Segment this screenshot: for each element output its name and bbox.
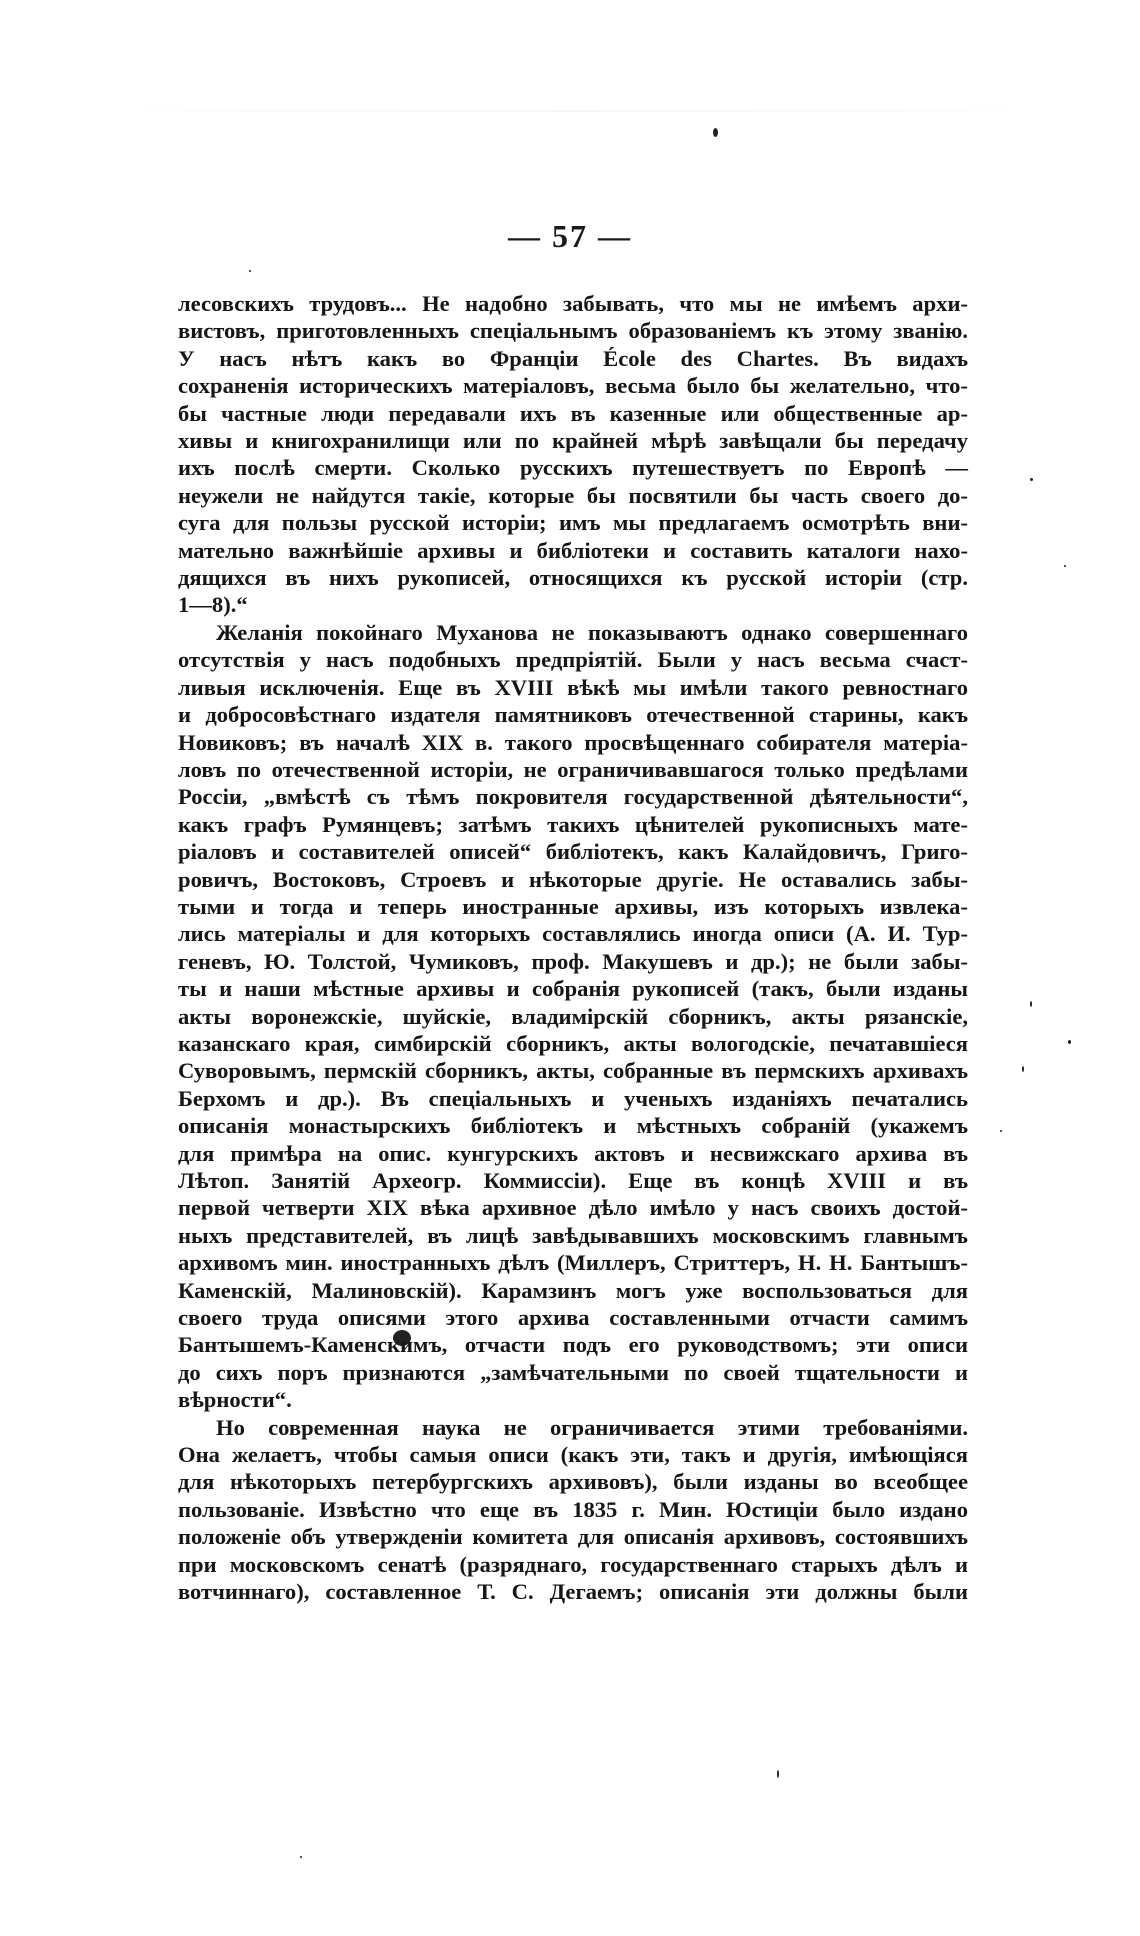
ink-speck (300, 1856, 302, 1858)
text-line: Суворовымъ, пермскій сборникъ, акты, собранные въ пермскихъ архивахъ (178, 1058, 968, 1084)
text-line: Она желаетъ, чтобы самыя описи (какъ эти, такъ и другія, имѣющіяся (178, 1442, 968, 1468)
text-line: ріаловъ и составителей описей“ библіотекъ, какъ Калайдовичъ, Григо- (178, 839, 968, 865)
ink-speck (1000, 1130, 1002, 1132)
text-line: ливыя исключенія. Еще въ XVIII вѣкѣ мы имѣли такого ревностнаго (178, 674, 968, 700)
text-line: Россіи, „вмѣстѣ съ тѣмъ покровителя государственной дѣятельности“, (178, 784, 968, 810)
ink-speck (713, 128, 718, 137)
text-line: хивы и книгохранилищи или по крайней мѣрѣ завѣщали бы передачу (178, 428, 968, 454)
text-line: пользованіе. Извѣстно что еще въ 1835 г. Мин. Юстиціи было издано (178, 1496, 968, 1522)
ink-speck (249, 270, 251, 272)
text-line: вѣрности“. (178, 1387, 292, 1413)
text-line: 1—8).“ (178, 592, 248, 618)
text-line: вотчиннаго), составленное Т. С. Дегаемъ; описанія эти должны были (178, 1579, 968, 1605)
text-line: лесовскихъ трудовъ... Не надобно забывать, что мы не имѣемъ архи- (178, 291, 968, 316)
text-line: до сихъ поръ признаются „замѣчательными по своей тщательности и (178, 1359, 968, 1385)
text-line: вистовъ, приготовленныхъ спеціальнымъ образованіемъ къ этому званію. (178, 318, 968, 344)
paragraph-3 (178, 1414, 968, 1606)
text-line: Но современная наука не ограничивается этими требованіями. (216, 1414, 968, 1440)
text-line: положеніе объ утвержденіи комитета для описанія архивовъ, состоявшихъ (178, 1524, 968, 1550)
text-line: бы частные люди передавали ихъ въ казенные или общественные ар- (178, 400, 968, 426)
text-line: лись матеріалы и для которыхъ составлялись иногда описи (А. И. Тур- (178, 921, 968, 947)
page-number: — 57 — (508, 218, 632, 254)
text-line: Бантышемъ-Каменскимъ, отчасти подъ его руководствомъ; эти описи (178, 1332, 968, 1358)
text-line: при московскомъ сенатѣ (разряднаго, государственнаго старыхъ дѣлъ и (178, 1551, 968, 1577)
text-line: ты и наши мѣстные архивы и собранія рукописей (такъ, были изданы (178, 976, 968, 1002)
ink-speck (1030, 478, 1033, 481)
text-line: ихъ послѣ смерти. Сколько русскихъ путешествуетъ по Европѣ — (178, 455, 968, 481)
scan-shadow-rule (55, 110, 1095, 112)
ink-speck (777, 1770, 779, 1778)
ink-speck (1064, 565, 1066, 567)
text-line: ровичъ, Востоковъ, Строевъ и нѣкоторые другіе. Не оставались забы- (178, 866, 968, 892)
text-line: казанскаго края, симбирскій сборникъ, акты вологодскіе, печатавшіеся (178, 1030, 968, 1056)
text-line: ныхъ представителей, въ лицѣ завѣдывавшихъ московскимъ главнымъ (178, 1222, 968, 1248)
text-line: какъ графъ Румянцевъ; затѣмъ такихъ цѣнителей рукописныхъ мате- (178, 811, 968, 837)
text-line: архивомъ мин. иностранныхъ дѣлъ (Миллеръ, Стриттеръ, Н. Н. Бантышъ- (178, 1250, 968, 1276)
text-line: акты воронежскіе, шуйскіе, владимірскій сборникъ, акты рязанскіе, (178, 1003, 968, 1029)
paragraph-1 (178, 290, 968, 619)
text-line: дящихся въ нихъ рукописей, относящихся къ русской исторіи (стр. (178, 565, 968, 591)
text-line: сохраненія историческихъ матеріаловъ, весьма было бы желательно, что- (178, 373, 968, 399)
ink-speck (1030, 1001, 1032, 1007)
text-line: для примѣра на опис. кунгурскихъ актовъ и несвижскаго архива въ (178, 1140, 968, 1166)
text-line: Желанія покойнаго Муханова не показываютъ однако совершеннаго (216, 619, 968, 645)
text-line: мательно важнѣйшіе архивы и библіотеки и составить каталоги нахо- (178, 537, 968, 563)
text-line: своего труда описями этого архива составленными отчасти самимъ (178, 1305, 968, 1331)
text-line: описанія монастырскихъ библіотекъ и мѣстныхъ собраній (укажемъ (178, 1113, 968, 1139)
text-line: ловъ по отечественной исторіи, не ограничивавшагося только предѣлами (178, 756, 968, 782)
text-line: суга для пользы русской исторіи; имъ мы предлагаемъ осмотрѣть вни- (178, 510, 968, 536)
ink-speck (1022, 1066, 1024, 1072)
body-text (178, 290, 968, 1606)
text-line: Новиковъ; въ началѣ XIX в. такого просвѣщеннаго собирателя матеріа- (178, 729, 968, 755)
text-line: Лѣтоп. Занятій Археогр. Коммиссіи). Еще въ концѣ XVIII и въ (178, 1168, 968, 1193)
text-line: отсутствія у насъ подобныхъ предпріятій. Были у насъ весьма счаст- (178, 647, 968, 673)
ink-speck (1068, 1040, 1071, 1044)
text-line: Каменскій, Малиновскій). Карамзинъ могъ уже воспользоваться для (178, 1277, 968, 1303)
text-line: для нѣкоторыхъ петербургскихъ архивовъ), были изданы во всеобщее (178, 1469, 968, 1495)
text-line: тыми и тогда и теперь иностранные архивы, изъ которыхъ извлека- (178, 893, 968, 919)
paragraph-2 (178, 619, 968, 1414)
text-line: первой четверти XIX вѣка архивное дѣло имѣло у насъ своихъ достой- (178, 1195, 968, 1221)
text-line: неужели не найдутся такіе, которые бы посвятили бы часть своего до- (178, 482, 968, 508)
text-line: и добросовѣстнаго издателя памятниковъ отечественной старины, какъ (178, 702, 968, 728)
text-line: У насъ нѣтъ какъ во Франціи École des Chartes. Въ видахъ (178, 345, 968, 371)
text-line: геневъ, Ю. Толстой, Чумиковъ, проф. Макушевъ и др.); не были забы- (178, 948, 968, 974)
text-line: Берхомъ и др.). Въ спеціальныхъ и ученыхъ изданіяхъ печатались (178, 1085, 968, 1111)
